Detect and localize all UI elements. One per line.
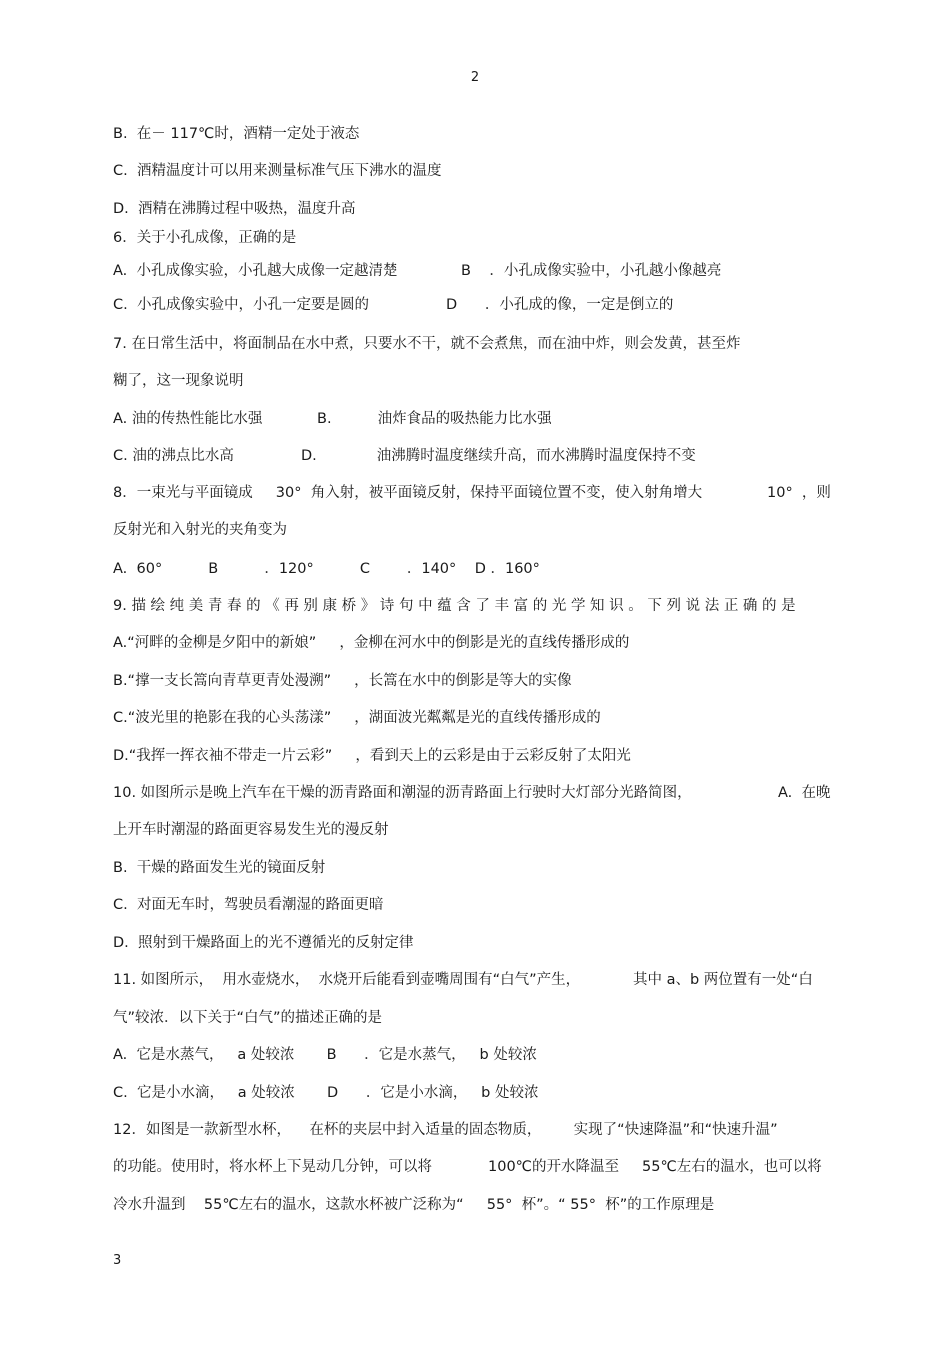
option-a-q9: A.“河畔的金柳是夕阳中的新娘” ，金柳在河水中的倒影是光的直线传播形成的 [113, 635, 630, 651]
question-12-line3: 冷水升温到 55℃左右的温水，这款水杯被广泛称为“ 55° 杯”。“ 55° 杯”的工作原理是 [113, 1197, 715, 1213]
question-8-line1: 8．一束光与平面镜成 30° 角入射，被平面镜反射，保持平面镜位置不变，使入射角增大 [113, 485, 703, 501]
question-12-line1: 12．如图是一款新型水杯， 在杯的夹层中封入适量的固态物质， 实现了“快速降温”和“快速升温” [113, 1122, 778, 1138]
question-8-angle: 10° ，则 [767, 485, 831, 501]
option-d-q6: D ．小孔成的像，一定是倒立的 [446, 297, 674, 313]
question-7-line2: 糊了，这一现象说明 [113, 373, 244, 389]
options-cd-q11: C. 它是小水滴， a 处较浓 D ．它是小水滴， b 处较浓 [113, 1085, 539, 1101]
option-c-q6: C. 小孔成像实验中，小孔一定要是圆的 [113, 297, 369, 313]
option-a-q10-start: A. 在晚 [778, 785, 831, 801]
question-10-line1: 10. 如图所示是晚上汽车在干燥的沥青路面和潮湿的沥青路面上行驶时大灯部分光路简图， [113, 785, 692, 801]
options-ab-q11: A. 它是水蒸气， a 处较浓 B ．它是水蒸气， b 处较浓 [113, 1047, 537, 1063]
option-b-q10: B. 干燥的路面发生光的镜面反射 [113, 860, 326, 876]
question-9: 9. 描 绘 纯 美 青 春 的 《 再 别 康 桥 》 诗 句 中 蕴 含 了 丰 富 的 光 学 知 识 。 下 列 说 法 正 确 的 是 [113, 598, 796, 614]
option-b-q5: B. 在－ 117℃时，酒精一定处于液态 [113, 126, 360, 142]
option-c-q5: C. 酒精温度计可以用来测量标准气压下沸水的温度 [113, 163, 442, 179]
option-d-q5: D. 酒精在沸腾过程中吸热，温度升高 [113, 201, 356, 217]
option-b-q9: B.“撑一支长篙向青草更青处漫溯” ，长篙在水中的倒影是等大的实像 [113, 673, 572, 689]
question-8-line2: 反射光和入射光的夹角变为 [113, 522, 287, 538]
option-a-q6: A. 小孔成像实验，小孔越大成像一定越清楚 [113, 263, 398, 279]
option-b-q6: B ．小孔成像实验中，小孔越小像越亮 [461, 263, 722, 279]
option-c-q7: C. 油的沸点比水高 [113, 448, 234, 464]
question-7-line1: 7. 在日常生活中，将面制品在水中煮，只要水不干，就不会煮焦，而在油中炸，则会发黄，甚至炸 [113, 336, 741, 352]
option-c-q10: C. 对面无车时，驾驶员看潮湿的路面更暗 [113, 897, 384, 913]
option-d-q10: D. 照射到干燥路面上的光不遵循光的反射定律 [113, 935, 414, 951]
option-d-q7: D. 油沸腾时温度继续升高，而水沸腾时温度保持不变 [301, 448, 696, 464]
page-number-top: 2 [470, 70, 480, 85]
question-11-line1: 11. 如图所示， 用水壶烧水， 水烧开后能看到壶嘴周围有“白气”产生， [113, 972, 581, 988]
question-6: 6．关于小孔成像，正确的是 [113, 230, 297, 246]
question-12-line2-end: 100℃的开水降温至 55℃左右的温水，也可以将 [488, 1159, 822, 1175]
options-q8: A. 60° B ．120° C ．140° D ．160° [113, 561, 540, 577]
page-number-bottom: 3 [113, 1253, 122, 1268]
question-11-line1-end: 其中 a、b 两位置有一处“白 [633, 972, 813, 988]
option-c-q9: C.“波光里的艳影在我的心头荡漾” ，湖面波光粼粼是光的直线传播形成的 [113, 710, 601, 726]
question-12-line2: 的功能。使用时，将水杯上下晃动几分钟，可以将 [113, 1159, 432, 1175]
question-11-line2: 气”较浓．以下关于“白气”的描述正确的是 [113, 1010, 383, 1026]
option-a-q7: A. 油的传热性能比水强 [113, 411, 263, 427]
option-b-q7: B. 油炸食品的吸热能力比水强 [317, 411, 552, 427]
option-a-q10-cont: 上开车时潮湿的路面更容易发生光的漫反射 [113, 822, 389, 838]
option-d-q9: D.“我挥一挥衣袖不带走一片云彩” ，看到天上的云彩是由于云彩反射了太阳光 [113, 748, 631, 764]
